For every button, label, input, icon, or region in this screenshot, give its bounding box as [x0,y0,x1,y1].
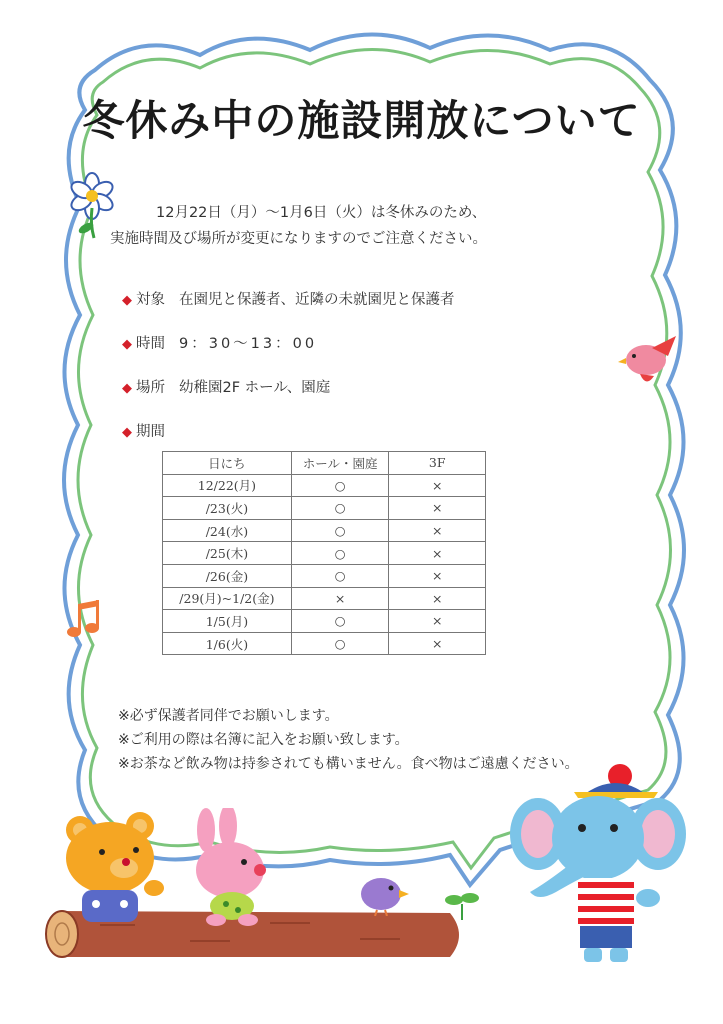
header-third-floor: 3F [389,452,486,475]
info-place-label: 場所 [136,380,165,396]
table-row [163,610,486,633]
elephant-icon [508,762,688,972]
cell-date: 1/5(月) [163,610,292,633]
cell-hall: × [291,587,389,610]
info-place-value: 幼稚園2F ホール、園庭 [179,380,331,396]
cell-date: /26(金) [163,564,292,587]
info-period-label: 期間 [136,424,165,440]
table-row [163,632,486,655]
info-place [122,376,330,397]
table-row [163,542,486,565]
diamond-bullet-icon: ◆ [122,293,132,308]
cell-third-floor: × [389,497,486,520]
small-bird-icon [355,868,411,916]
cell-date: /25(木) [163,542,292,565]
cell-date: 1/6(火) [163,632,292,655]
note-1: ※必ず保護者同伴でお願いします。 [118,708,339,724]
info-time-value: 9：30～13：00 [179,336,318,352]
cell-hall: ○ [291,610,389,633]
cell-hall: ○ [291,474,389,497]
note-3: ※お茶など飲み物は持参されても構いません。食べ物はご遠慮ください。 [118,756,579,772]
note-2: ※ご利用の際は名簿に記入をお願い致します。 [118,732,409,748]
page-title: 冬休み中の施設開放について [82,96,641,145]
diamond-bullet-icon: ◆ [122,381,132,396]
cell-third-floor: × [389,610,486,633]
table-row [163,497,486,520]
cell-date: /29(月)~1/2(金) [163,587,292,610]
table-header-row [163,452,486,475]
cell-third-floor: × [389,474,486,497]
table-row [163,564,486,587]
table-row [163,587,486,610]
cell-third-floor: × [389,542,486,565]
sprout-icon [444,890,480,920]
diamond-bullet-icon: ◆ [122,337,132,352]
cell-third-floor: × [389,564,486,587]
intro-line-1: 12月22日（月）～1月6日（火）は冬休みのため、 [156,205,487,221]
bear-icon [50,808,170,928]
header-date: 日にち [163,452,292,475]
cell-date: /23(火) [163,497,292,520]
cell-hall: ○ [291,564,389,587]
info-period [122,420,179,441]
music-note-icon [66,598,100,640]
header-hall: ホール・園庭 [291,452,389,475]
cell-hall: ○ [291,497,389,520]
cell-date: /24(水) [163,519,292,542]
info-target [122,288,455,309]
diamond-bullet-icon: ◆ [122,425,132,440]
cell-hall: ○ [291,632,389,655]
table-row [163,519,486,542]
rabbit-icon [186,808,276,928]
cell-third-floor: × [389,587,486,610]
cell-hall: ○ [291,542,389,565]
cell-hall: ○ [291,519,389,542]
schedule-table [162,451,486,655]
bird-icon [618,332,680,392]
info-target-label: 対象 [136,292,165,308]
info-time-label: 時間 [136,336,165,352]
cell-date: 12/22(月) [163,474,292,497]
info-time [122,332,317,353]
intro-line-2: 実施時間及び場所が変更になりますのでご注意ください。 [110,231,487,247]
cell-third-floor: × [389,519,486,542]
table-row [163,474,486,497]
cell-third-floor: × [389,632,486,655]
info-target-value: 在園児と保護者、近隣の未就園児と保護者 [179,292,455,308]
intro-text [110,200,630,252]
